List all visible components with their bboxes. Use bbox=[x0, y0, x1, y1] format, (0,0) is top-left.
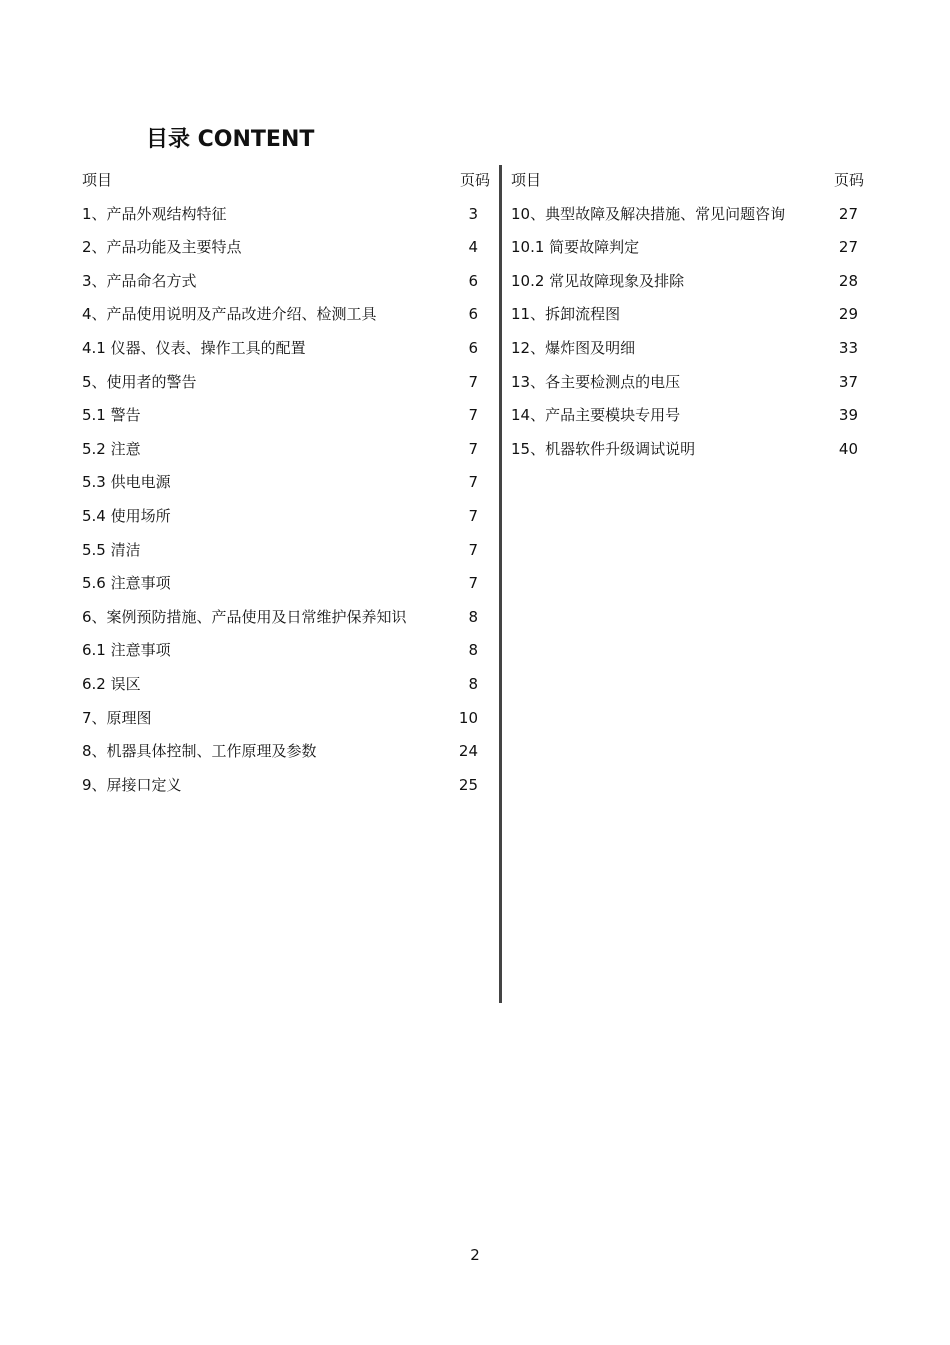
toc-entry-label: 12、爆炸图及明细 bbox=[511, 338, 636, 357]
toc-entry bbox=[82, 399, 492, 433]
toc-entry-label: 15、机器软件升级调试说明 bbox=[511, 439, 696, 458]
toc-entry-label: 8、机器具体控制、工作原理及参数 bbox=[82, 742, 317, 761]
toc-entry-page: 8 bbox=[468, 607, 478, 626]
toc-entry-page: 7 bbox=[468, 540, 478, 559]
toc-entry bbox=[511, 265, 866, 299]
toc-entry-page: 24 bbox=[458, 742, 478, 761]
toc-entry-page: 6 bbox=[468, 305, 478, 324]
toc-entry-label: 10.2 常见故障现象及排除 bbox=[511, 271, 685, 290]
toc-entry bbox=[82, 366, 492, 400]
toc-entry-label: 10、典型故障及解决措施、常见问题咨询 bbox=[511, 204, 786, 223]
toc-entry bbox=[511, 231, 866, 265]
toc-entry-label: 6.2 误区 bbox=[82, 674, 141, 693]
toc-left-entries bbox=[82, 198, 492, 803]
toc-entry-label: 2、产品功能及主要特点 bbox=[82, 238, 242, 257]
toc-entry-page: 40 bbox=[838, 439, 858, 458]
toc-entry-label: 7、原理图 bbox=[82, 708, 152, 727]
toc-entry-page: 7 bbox=[468, 439, 478, 458]
toc-entry bbox=[82, 769, 492, 803]
toc-entry-label: 13、各主要检测点的电压 bbox=[511, 372, 681, 391]
toc-entry bbox=[511, 366, 866, 400]
toc-entry-label: 14、产品主要模块专用号 bbox=[511, 406, 681, 425]
toc-entry bbox=[82, 433, 492, 467]
toc-header-left bbox=[82, 164, 492, 198]
toc-entry-page: 37 bbox=[838, 372, 858, 391]
toc-entry-page: 7 bbox=[468, 372, 478, 391]
toc-entry-label: 10.1 简要故障判定 bbox=[511, 238, 640, 257]
toc-entry-page: 33 bbox=[838, 338, 858, 357]
toc-entry-page: 7 bbox=[468, 406, 478, 425]
toc-entry-page: 3 bbox=[468, 204, 478, 223]
toc-entry-page: 28 bbox=[838, 271, 858, 290]
toc-entry-label: 5.3 供电电源 bbox=[82, 473, 171, 492]
toc-entry bbox=[511, 433, 866, 467]
toc-entry bbox=[82, 198, 492, 232]
toc-entry bbox=[82, 702, 492, 736]
toc-entry-label: 5.6 注意事项 bbox=[82, 574, 171, 593]
toc-entry-label: 9、屏接口定义 bbox=[82, 775, 182, 794]
toc-right-column bbox=[511, 164, 866, 466]
toc-entry bbox=[511, 332, 866, 366]
toc-entry bbox=[82, 668, 492, 702]
toc-entry bbox=[82, 534, 492, 568]
toc-entry-label: 5.1 警告 bbox=[82, 406, 141, 425]
toc-entry-label: 5.5 清洁 bbox=[82, 540, 141, 559]
toc-entry-page: 29 bbox=[838, 305, 858, 324]
column-divider bbox=[499, 165, 502, 1003]
toc-entry bbox=[82, 500, 492, 534]
toc-entry-label: 5、使用者的警告 bbox=[82, 372, 197, 391]
toc-entry bbox=[82, 634, 492, 668]
toc-entry-page: 6 bbox=[468, 338, 478, 357]
toc-entry bbox=[82, 466, 492, 500]
page-column-header: 页码 bbox=[459, 171, 490, 189]
toc-entry-page: 8 bbox=[468, 641, 478, 660]
toc-entry-page: 7 bbox=[468, 574, 478, 593]
toc-entry-page: 8 bbox=[468, 674, 478, 693]
toc-entry bbox=[82, 332, 492, 366]
toc-entry bbox=[511, 298, 866, 332]
toc-entry-page: 10 bbox=[458, 708, 478, 727]
toc-entry-page: 27 bbox=[838, 238, 858, 257]
toc-entry-label: 4.1 仪器、仪表、操作工具的配置 bbox=[82, 338, 306, 357]
toc-entry bbox=[511, 198, 866, 232]
toc-entry-page: 25 bbox=[458, 775, 478, 794]
toc-entry bbox=[82, 298, 492, 332]
toc-entry-label: 11、拆卸流程图 bbox=[511, 305, 621, 324]
page-number: 2 bbox=[470, 1246, 480, 1264]
toc-entry-label: 1、产品外观结构特征 bbox=[82, 204, 227, 223]
toc-entry-label: 6、案例预防措施、产品使用及日常维护保养知识 bbox=[82, 607, 407, 626]
item-column-header: 项目 bbox=[82, 171, 113, 189]
item-column-header: 项目 bbox=[511, 171, 542, 189]
toc-entry-label: 6.1 注意事项 bbox=[82, 641, 171, 660]
toc-entry bbox=[511, 399, 866, 433]
toc-entry-page: 39 bbox=[838, 406, 858, 425]
toc-entry bbox=[82, 735, 492, 769]
toc-entry-label: 5.2 注意 bbox=[82, 439, 141, 458]
toc-entry bbox=[82, 601, 492, 635]
page-column-header: 页码 bbox=[833, 171, 864, 189]
page-title: 目录 CONTENT bbox=[146, 127, 315, 152]
toc-right-entries bbox=[511, 198, 866, 467]
toc-entry bbox=[82, 231, 492, 265]
toc-entry-label: 3、产品命名方式 bbox=[82, 271, 197, 290]
toc-entry-page: 7 bbox=[468, 473, 478, 492]
toc-entry-label: 5.4 使用场所 bbox=[82, 506, 171, 525]
toc-entry-label: 4、产品使用说明及产品改进介绍、检测工具 bbox=[82, 305, 377, 324]
toc-header-right bbox=[511, 164, 866, 198]
toc-entry-page: 4 bbox=[468, 238, 478, 257]
toc-entry-page: 7 bbox=[468, 506, 478, 525]
toc-entry bbox=[82, 567, 492, 601]
toc-entry-page: 6 bbox=[468, 271, 478, 290]
toc-entry-page: 27 bbox=[838, 204, 858, 223]
toc-left-column bbox=[82, 164, 492, 802]
toc-entry bbox=[82, 265, 492, 299]
